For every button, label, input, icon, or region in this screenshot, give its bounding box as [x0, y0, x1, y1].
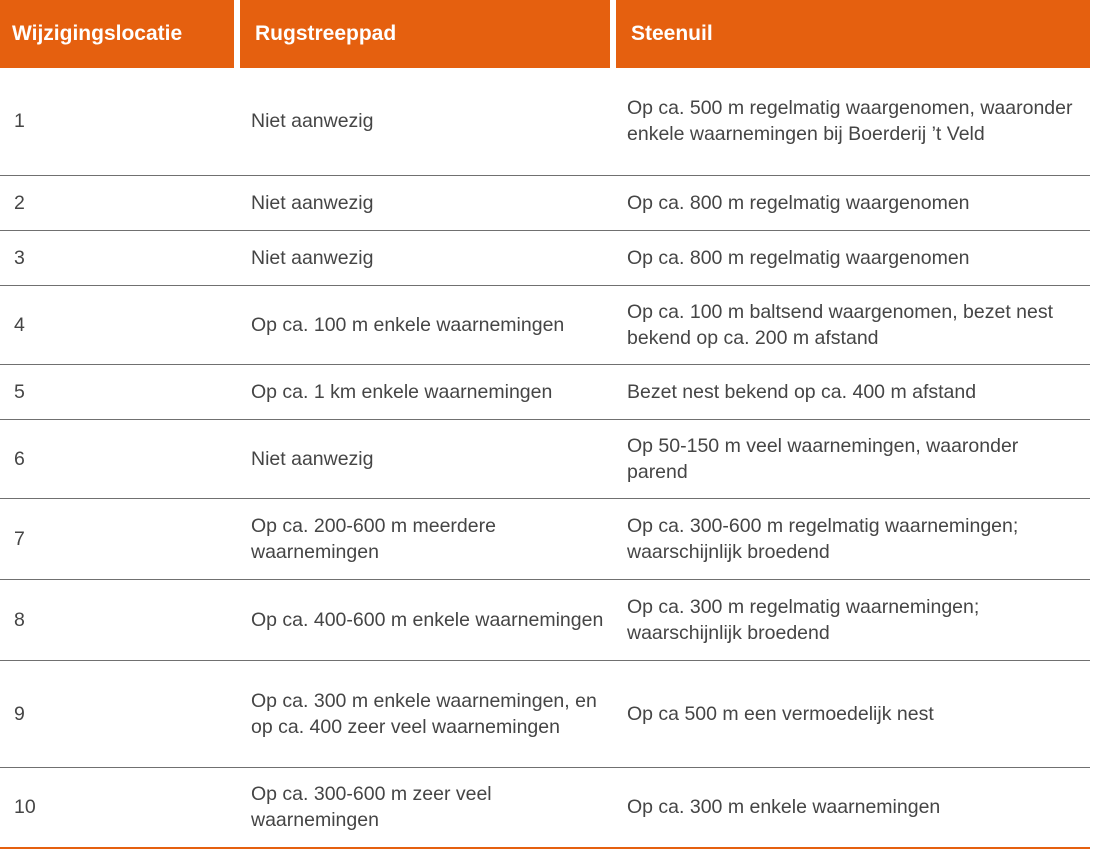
header-rugstreeppad: Rugstreeppad: [237, 0, 613, 68]
location-cell: 3: [0, 230, 237, 285]
rugstreeppad-cell: Op ca. 200-600 m meerdere waarnemingen: [237, 498, 613, 579]
table-row: [0, 364, 1090, 419]
location-cell: 8: [0, 579, 237, 660]
rugstreeppad-cell: Op ca. 300 m enkele waarnemingen, en op ca. 400 zeer veel waarnemingen: [237, 660, 613, 767]
table-row: [0, 175, 1090, 230]
header-steenuil: Steenuil: [613, 0, 1090, 68]
steenuil-cell: Op ca. 300 m enkele waarnemingen: [613, 767, 1090, 848]
rugstreeppad-cell: Op ca. 300-600 m zeer veel waarnemingen: [237, 767, 613, 848]
steenuil-cell: Op ca. 800 m regelmatig waargenomen: [613, 230, 1090, 285]
table-row: [0, 68, 1090, 175]
table-row: [0, 419, 1090, 498]
steenuil-cell: Op ca. 300-600 m regelmatig waarnemingen; waarschijnlijk broedend: [613, 498, 1090, 579]
header-wijzigingslocatie: Wijzigingslocatie: [0, 0, 237, 68]
steenuil-cell: Op 50-150 m veel waarnemingen, waaronder parend: [613, 419, 1090, 498]
location-cell: 10: [0, 767, 237, 848]
steenuil-cell: Op ca. 800 m regelmatig waargenomen: [613, 175, 1090, 230]
table-row: [0, 767, 1090, 848]
location-cell: 4: [0, 285, 237, 364]
steenuil-cell: Bezet nest bekend op ca. 400 m afstand: [613, 364, 1090, 419]
location-cell: 1: [0, 68, 237, 175]
location-cell: 5: [0, 364, 237, 419]
table-row: [0, 230, 1090, 285]
rugstreeppad-cell: Niet aanwezig: [237, 68, 613, 175]
location-cell: 7: [0, 498, 237, 579]
header-row: [0, 0, 1090, 68]
steenuil-cell: Op ca. 300 m regelmatig waarnemingen; waarschijnlijk broedend: [613, 579, 1090, 660]
steenuil-cell: Op ca 500 m een vermoedelijk nest: [613, 660, 1090, 767]
rugstreeppad-cell: Niet aanwezig: [237, 419, 613, 498]
table-row: [0, 285, 1090, 364]
location-cell: 9: [0, 660, 237, 767]
table-row: [0, 660, 1090, 767]
table-row: [0, 498, 1090, 579]
rugstreeppad-cell: Op ca. 1 km enkele waarnemingen: [237, 364, 613, 419]
rugstreeppad-cell: Niet aanwezig: [237, 175, 613, 230]
rugstreeppad-cell: Niet aanwezig: [237, 230, 613, 285]
steenuil-cell: Op ca. 100 m baltsend waargenomen, bezet nest bekend op ca. 200 m afstand: [613, 285, 1090, 364]
rugstreeppad-cell: Op ca. 400-600 m enkele waarnemingen: [237, 579, 613, 660]
location-cell: 6: [0, 419, 237, 498]
location-cell: 2: [0, 175, 237, 230]
table-row: [0, 579, 1090, 660]
rugstreeppad-cell: Op ca. 100 m enkele waarnemingen: [237, 285, 613, 364]
steenuil-cell: Op ca. 500 m regelmatig waargenomen, waaronder enkele waarnemingen bij Boerderij ’t Veld: [613, 68, 1090, 175]
